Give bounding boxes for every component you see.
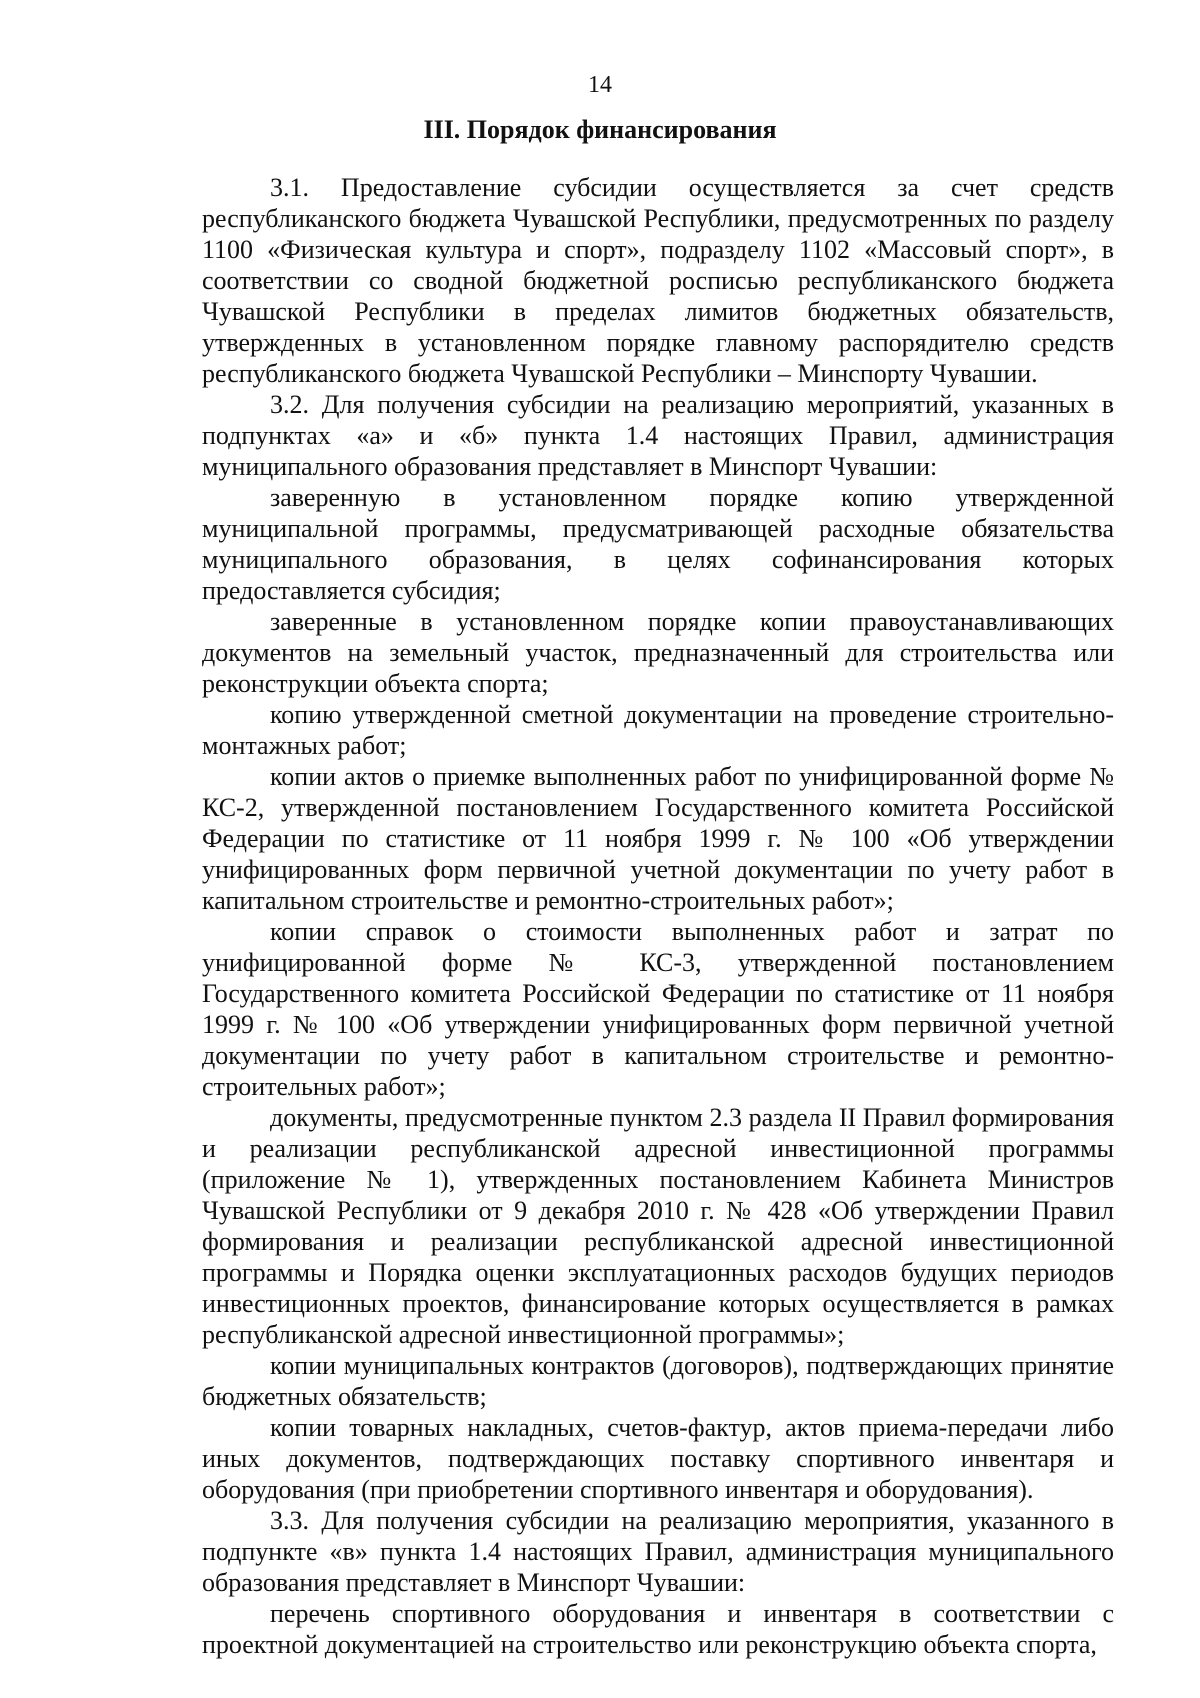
page-number: 14 <box>588 72 612 98</box>
list-item-municipal-program: заверенную в установленном порядке копию утвержденной муниципальной программы, предусматривающей расходные обязательства муниципального образования, в целях софинансирования которых предоставляется субсидия; <box>202 483 1114 605</box>
list-item-ks2-acts: копии актов о приемке выполненных работ по унифицированной форме № КС-2, утвержденной постановлением Государственного комитета Российской Федерации по статистике от 11 ноября 1999 г. № 100 «Об утверждении унифицированных форм первичной учетной документации по учету работ в капитальном строительстве и ремонтно-строительных работ»; <box>202 762 1114 915</box>
list-item-equipment-list: перечень спортивного оборудования и инвентаря в соответствии с проектной документацией на строительство или реконструкцию объекта спорта, <box>202 1599 1114 1659</box>
list-item-delivery-documents: копии товарных накладных, счетов-фактур, актов приема-передачи либо иных документов, подтверждающих поставку спортивного инвентаря и оборудования (при приобретении спортивного инвентаря и оборудования). <box>202 1413 1114 1504</box>
paragraph-3-3: 3.3. Для получения субсидии на реализацию мероприятия, указанного в подпункте «в» пункта 1.4 настоящих Правил, администрация муниципального образования представляет в Минспорт Чувашии: <box>202 1506 1114 1597</box>
list-item-ks3-certificates: копии справок о стоимости выполненных работ и затрат по унифицированной форме № КС-3, утвержденной постановлением Государственного комитета Российской Федерации по статистике от 11 ноября 1999 г. № 100 «Об утверждении унифицированных форм первичной учетной документации по учету работ в капитальном строительстве и ремонтно-строительных работ»; <box>202 917 1114 1101</box>
list-item-investment-program-documents: документы, предусмотренные пунктом 2.3 раздела II Правил формирования и реализации республиканской адресной инвестиционной программы (приложение № 1), утвержденных постановлением Кабинета Министров Чувашской Республики от 9 декабря 2010 г. № 428 «Об утверждении Правил формирования и реализации республиканской адресной инвестиционной программы и Порядка оценки эксплуатационных расходов будущих периодов инвестиционных проектов, финансирование которых осуществляется в рамках республиканской адресной инвестиционной программы»; <box>202 1103 1114 1349</box>
list-item-land-documents: заверенные в установленном порядке копии правоустанавливающих документов на земельный участок, предназначенный для строительства или реконструкции объекта спорта; <box>202 607 1114 698</box>
section-title: III. Порядок финансирования <box>423 115 777 144</box>
paragraph-3-2: 3.2. Для получения субсидии на реализацию мероприятий, указанных в подпунктах «а» и «б» пункта 1.4 настоящих Правил, администрация муниципального образования представляет в Минспорт Чувашии: <box>202 390 1114 481</box>
paragraph-3-1: 3.1. Предоставление субсидии осуществляется за счет средств республиканского бюджета Чувашской Республики, предусмотренных по разделу 1100 «Физическая культура и спорт», подразделу 1102 «Массовый спорт», в соответствии со сводной бюджетной росписью республиканского бюджета Чувашской Республики в пределах лимитов бюджетных обязательств, утвержденных в установленном порядке главному распорядителю средств республиканского бюджета Чувашской Республики – Минспорту Чувашии. <box>202 173 1114 388</box>
list-item-estimate-documentation: копию утвержденной сметной документации на проведение строительно-монтажных работ; <box>202 700 1114 760</box>
body-text <box>202 172 1114 1660</box>
list-item-municipal-contracts: копии муниципальных контрактов (договоров), подтверждающих принятие бюджетных обязательств; <box>202 1351 1114 1411</box>
